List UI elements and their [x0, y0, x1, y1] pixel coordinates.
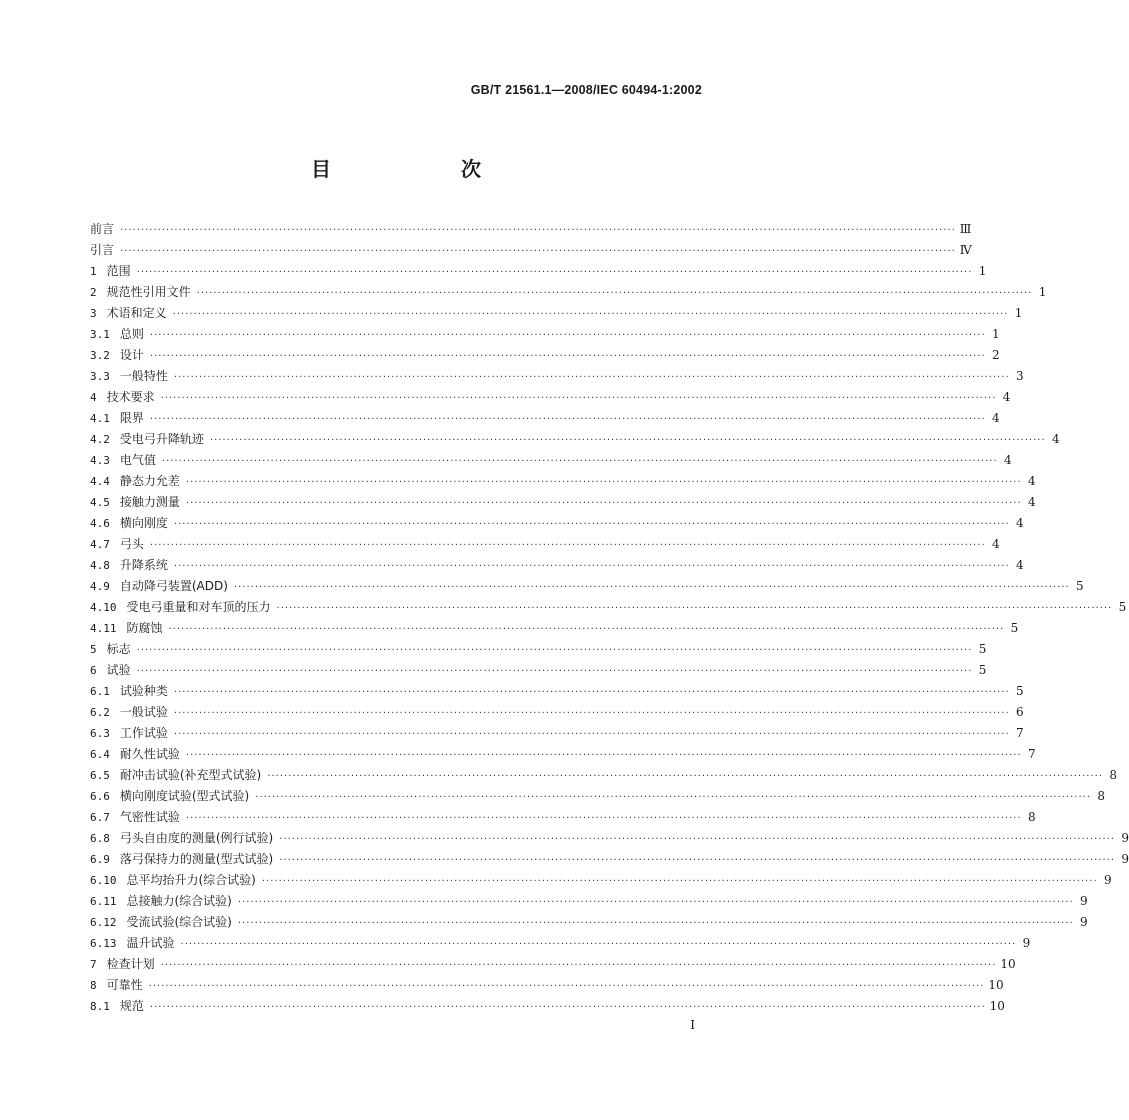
toc-entry-title: 受电弓重量和对车顶的压力	[126, 600, 271, 614]
toc-leader-dots: ········································································································································································································	[279, 834, 1115, 845]
toc-entry[interactable]	[90, 661, 987, 682]
toc-entry[interactable]	[90, 640, 987, 661]
toc-entry-page: 5	[1118, 600, 1127, 614]
toc-entry-title: 一般试验	[119, 705, 168, 719]
toc-entry[interactable]	[90, 241, 972, 262]
toc-entry-number: 6.5	[90, 769, 110, 782]
toc-entry-title: 静态力允差	[119, 474, 180, 488]
toc-entry-number: 4.9	[90, 580, 110, 593]
toc-entry[interactable]	[90, 283, 1047, 304]
toc-entry-number: 3.1	[90, 328, 110, 341]
toc-leader-dots: ········································································································································································································	[185, 813, 1022, 824]
toc-entry[interactable]	[90, 997, 1005, 1018]
toc-entry[interactable]	[90, 493, 1036, 514]
toc-leader-dots: ········································································································································································································	[173, 561, 1010, 572]
toc-entry[interactable]	[90, 304, 1023, 325]
toc-title: 目 次	[311, 157, 511, 181]
toc-entry-page: 9	[1121, 831, 1129, 845]
toc-entry-title: 总接触力(综合试验)	[126, 894, 232, 908]
toc-entry-title: 术语和定义	[106, 306, 167, 320]
toc-entry-page: 9	[1103, 873, 1112, 887]
toc-entry-number: 6.13	[90, 937, 117, 950]
toc-entry-title: 设计	[119, 348, 144, 362]
toc-entry-title: 前言	[90, 222, 115, 236]
toc-entry[interactable]	[90, 220, 972, 241]
toc-entry-page: 4	[1028, 474, 1036, 488]
toc-entry[interactable]	[90, 619, 1019, 640]
toc-leader-dots: ········································································································································································································	[237, 897, 1074, 908]
toc-entry[interactable]	[90, 682, 1024, 703]
toc-entry-title: 范围	[106, 264, 131, 278]
toc-entry-title: 耐冲击试验(补充型式试验)	[119, 768, 262, 782]
toc-entry-number: 8	[90, 979, 97, 992]
toc-entry-title: 总则	[119, 327, 144, 341]
toc-entry-title: 技术要求	[106, 390, 155, 404]
toc-entry-page: 7	[1016, 726, 1024, 740]
toc-entry-page: 10	[988, 978, 1004, 992]
toc-entry[interactable]	[90, 430, 1060, 451]
toc-leader-dots: ········································································································································································································	[173, 519, 1010, 530]
toc-entry[interactable]	[90, 703, 1024, 724]
toc-entry-page: 4	[1002, 390, 1011, 404]
toc-entry-number: 6.3	[90, 727, 110, 740]
toc-leader-dots: ········································································································································································································	[148, 981, 985, 992]
toc-entry-number: 3	[90, 307, 97, 320]
toc-entry-page: 9	[1079, 915, 1088, 929]
toc-entry-page: 9	[1022, 936, 1031, 950]
toc-entry-title: 试验	[106, 663, 131, 677]
toc-entry[interactable]	[90, 346, 1000, 367]
toc-leader-dots: ········································································································································································································	[136, 645, 973, 656]
toc-entry-title: 一般特性	[119, 369, 168, 383]
toc-entry-number: 6.2	[90, 706, 110, 719]
toc-entry[interactable]	[90, 892, 1088, 913]
toc-entry[interactable]	[90, 472, 1036, 493]
toc-leader-dots: ········································································································································································································	[255, 792, 1091, 803]
toc-entry-page: 5	[978, 642, 987, 656]
toc-leader-dots: ········································································································································································································	[185, 477, 1022, 488]
toc-entry-number: 4.3	[90, 454, 110, 467]
toc-leader-dots: ········································································································································································································	[136, 267, 973, 278]
toc-leader-dots: ········································································································································································································	[149, 540, 986, 551]
toc-entry-title: 落弓保持力的测量(型式试验)	[119, 852, 274, 866]
toc-entry-title: 受电弓升降轨迹	[119, 432, 204, 446]
toc-entry[interactable]	[90, 766, 1117, 787]
toc-entry-number: 4.5	[90, 496, 110, 509]
toc-entry-number: 4.11	[90, 622, 117, 635]
toc-entry[interactable]	[90, 367, 1024, 388]
toc-entry-number: 6.10	[90, 874, 117, 887]
toc-leader-dots: ········································································································································································································	[279, 855, 1115, 866]
toc-entry[interactable]	[90, 808, 1036, 829]
toc-entry-page: 10	[989, 999, 1005, 1013]
toc-entry-page: 5	[1076, 579, 1084, 593]
toc-entry-title: 自动降弓装置(ADD)	[119, 579, 228, 593]
toc-entry-number: 4.8	[90, 559, 110, 572]
toc-entry-page: 5	[978, 663, 987, 677]
toc-entry-page: Ⅳ	[959, 243, 972, 257]
toc-entry-title: 规范性引用文件	[106, 285, 191, 299]
toc-entry-page: 4	[1004, 453, 1012, 467]
toc-entry-title: 横向刚度试验(型式试验)	[119, 789, 250, 803]
toc-entry-number: 1	[90, 265, 97, 278]
toc-entry-page: Ⅲ	[959, 222, 972, 236]
toc-entry-title: 规范	[119, 999, 144, 1013]
toc-entry-title: 试验种类	[119, 684, 168, 698]
toc-entry-title: 可靠性	[106, 978, 143, 992]
toc-entry-number: 6.11	[90, 895, 117, 908]
toc-entry-page: 2	[992, 348, 1000, 362]
toc-entry-title: 接触力测量	[119, 495, 180, 509]
toc-leader-dots: ········································································································································································································	[161, 456, 998, 467]
toc-entry-page: 4	[1016, 516, 1024, 530]
toc-entry-page: 1	[1038, 285, 1047, 299]
toc-entry-number: 5	[90, 643, 97, 656]
toc-entry[interactable]	[90, 955, 1016, 976]
toc-entry-title: 检查计划	[106, 957, 155, 971]
toc-entry-page: 5	[1010, 621, 1019, 635]
toc-entry-page: 1	[992, 327, 1000, 341]
toc-entry-number: 7	[90, 958, 97, 971]
toc-entry-number: 8.1	[90, 1000, 110, 1013]
toc-entry[interactable]	[90, 325, 1000, 346]
toc-entry-page: 4	[992, 411, 1000, 425]
toc-entry-number: 4.6	[90, 517, 110, 530]
toc-entry[interactable]	[90, 262, 987, 283]
toc-entry-page: 10	[1000, 957, 1016, 971]
toc-leader-dots: ········································································································································································································	[267, 771, 1103, 782]
toc-entry-title: 电气值	[119, 453, 156, 467]
toc-entry[interactable]	[90, 787, 1105, 808]
toc-entry-number: 3.3	[90, 370, 110, 383]
toc-leader-dots: ········································································································································································································	[237, 918, 1074, 929]
toc-entry-number: 6.9	[90, 853, 110, 866]
toc-entry[interactable]	[90, 577, 1084, 598]
toc-entry-title: 弓头自由度的测量(例行试验)	[119, 831, 274, 845]
toc-entry-title: 限界	[119, 411, 144, 425]
toc-entry-page: 9	[1121, 852, 1129, 866]
toc-entry-page: 9	[1079, 894, 1088, 908]
toc-leader-dots: ········································································································································································································	[149, 351, 986, 362]
toc-entry-page: 4	[1016, 558, 1024, 572]
toc-leader-dots: ········································································································································································································	[233, 582, 1070, 593]
toc-entry-number: 6.7	[90, 811, 110, 824]
toc-entry-title: 防腐蚀	[126, 621, 163, 635]
toc-entry-number: 4.2	[90, 433, 110, 446]
toc-entry[interactable]	[90, 934, 1031, 955]
toc-leader-dots: ········································································································································································································	[185, 498, 1022, 509]
toc-leader-dots: ········································································································································································································	[149, 414, 986, 425]
toc-leader-dots: ········································································································································································································	[136, 666, 973, 677]
toc-entry-page: 4	[1028, 495, 1036, 509]
toc-entry-title: 横向刚度	[119, 516, 168, 530]
toc-entry-page: 8	[1109, 768, 1117, 782]
toc-entry-number: 4.4	[90, 475, 110, 488]
toc-leader-dots: ········································································································································································································	[172, 309, 1009, 320]
toc-entry[interactable]	[90, 598, 1127, 619]
toc-entry-number: 4.1	[90, 412, 110, 425]
toc-entry[interactable]	[90, 514, 1024, 535]
toc-entry[interactable]	[90, 409, 1000, 430]
toc-leader-dots: ········································································································································································································	[276, 603, 1113, 614]
toc-entry[interactable]	[90, 388, 1011, 409]
toc-leader-dots: ········································································································································································································	[185, 750, 1022, 761]
toc-entry-page: 4	[992, 537, 1000, 551]
toc-leader-dots: ········································································································································································································	[173, 708, 1010, 719]
toc-entry-page: 7	[1028, 747, 1036, 761]
toc-entry[interactable]	[90, 871, 1112, 892]
toc-entry-title: 工作试验	[119, 726, 168, 740]
toc-entry-title: 受流试验(综合试验)	[126, 915, 232, 929]
toc-entry-number: 4	[90, 391, 97, 404]
toc-leader-dots: ········································································································································································································	[209, 435, 1046, 446]
toc-entry-page: 8	[1097, 789, 1105, 803]
toc-entry-title: 耐久性试验	[119, 747, 180, 761]
page-number: I	[690, 1018, 695, 1032]
toc-entry-page: 1	[978, 264, 987, 278]
toc-entry-title: 气密性试验	[119, 810, 180, 824]
toc-leader-dots: ········································································································································································································	[173, 687, 1010, 698]
toc-entry-number: 6.8	[90, 832, 110, 845]
toc-leader-dots: ········································································································································································································	[120, 246, 956, 257]
toc-entry-title: 总平均抬升力(综合试验)	[126, 873, 256, 887]
toc-entry[interactable]	[90, 535, 1000, 556]
toc-leader-dots: ········································································································································································································	[196, 288, 1033, 299]
toc-leader-dots: ········································································································································································································	[120, 225, 956, 236]
toc-leader-dots: ········································································································································································································	[160, 393, 997, 404]
toc-leader-dots: ········································································································································································································	[173, 729, 1010, 740]
toc-entry-title: 标志	[106, 642, 131, 656]
toc-entry-number: 2	[90, 286, 97, 299]
toc-entry-title: 引言	[90, 243, 115, 257]
toc-entry-page: 4	[1052, 432, 1060, 446]
toc-entry-page: 3	[1016, 369, 1024, 383]
toc-entry-number: 3.2	[90, 349, 110, 362]
toc-leader-dots: ········································································································································································································	[168, 624, 1005, 635]
toc-entry[interactable]	[90, 850, 1129, 871]
toc-entry-title: 弓头	[119, 537, 144, 551]
toc-leader-dots: ········································································································································································································	[173, 372, 1010, 383]
toc-leader-dots: ········································································································································································································	[261, 876, 1098, 887]
toc-entry[interactable]	[90, 913, 1088, 934]
toc-entry[interactable]	[90, 556, 1024, 577]
toc-entry-page: 8	[1028, 810, 1036, 824]
toc-entry-number: 4.7	[90, 538, 110, 551]
toc-entry-number: 6.1	[90, 685, 110, 698]
toc-entry[interactable]	[90, 745, 1036, 766]
toc-entry-number: 6	[90, 664, 97, 677]
standard-code-header: GB/T 21561.1—2008/IEC 60494-1:2002	[470, 83, 702, 97]
toc-leader-dots: ········································································································································································································	[149, 330, 986, 341]
toc-entry[interactable]	[90, 451, 1012, 472]
toc-entry-page: 5	[1016, 684, 1024, 698]
toc-leader-dots: ········································································································································································································	[180, 939, 1017, 950]
toc-leader-dots: ········································································································································································································	[160, 960, 997, 971]
toc-entry-title: 升降系统	[119, 558, 168, 572]
toc-entry-number: 6.4	[90, 748, 110, 761]
table-of-contents	[90, 220, 1129, 1018]
toc-entry-number: 4.10	[90, 601, 117, 614]
toc-entry-number: 6.12	[90, 916, 117, 929]
toc-entry[interactable]	[90, 976, 1004, 997]
toc-entry-number: 6.6	[90, 790, 110, 803]
toc-entry[interactable]	[90, 724, 1024, 745]
toc-leader-dots: ········································································································································································································	[149, 1002, 986, 1013]
toc-entry-page: 6	[1016, 705, 1024, 719]
toc-entry-page: 1	[1014, 306, 1023, 320]
toc-entry-title: 温升试验	[126, 936, 175, 950]
toc-entry[interactable]	[90, 829, 1129, 850]
